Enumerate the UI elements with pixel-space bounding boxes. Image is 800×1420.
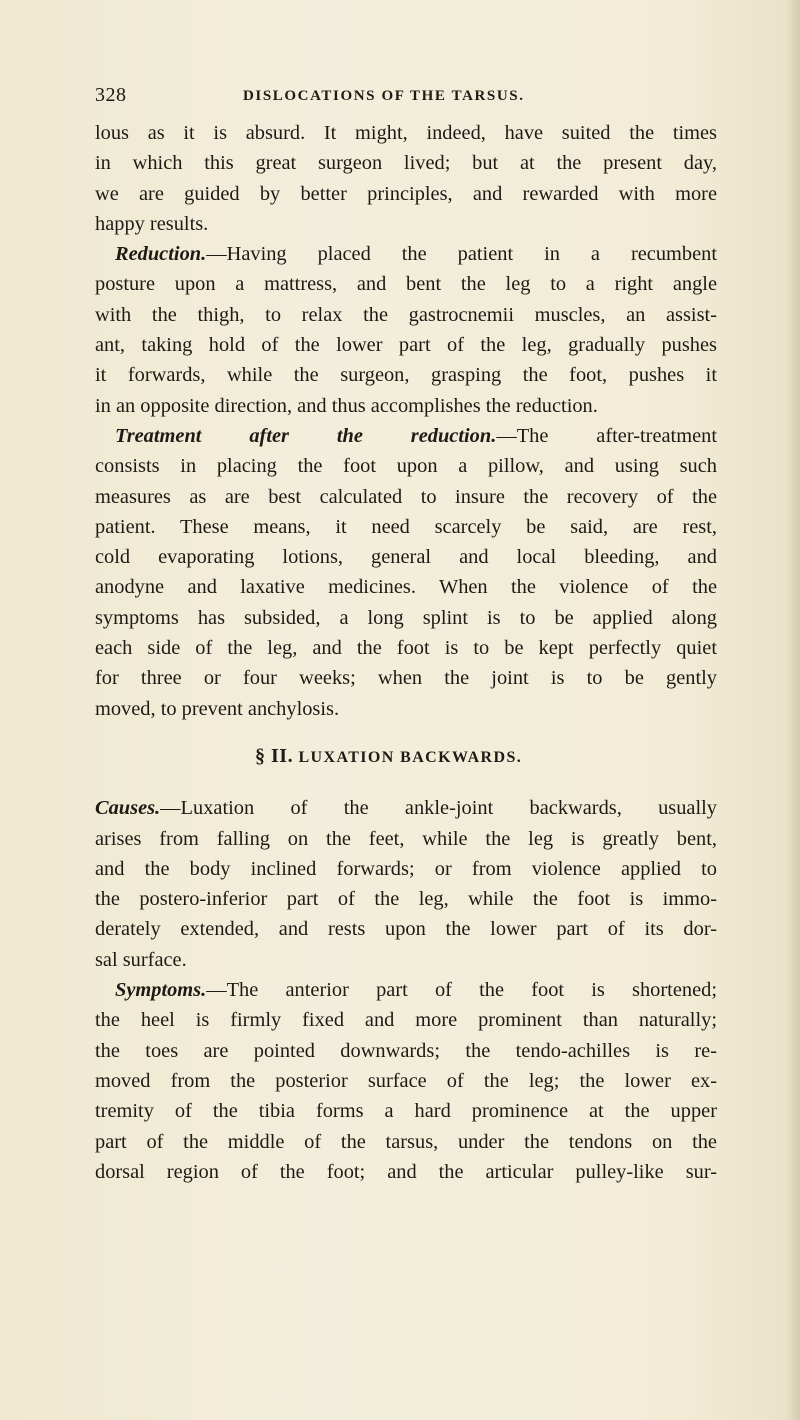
paragraph-reduction — [95, 239, 717, 421]
text-line: measures as are best calculated to insure the recovery of the — [95, 485, 717, 508]
text-line: we are guided by better principles, and rewarded with more — [95, 182, 717, 205]
text-line: tremity of the tibia forms a hard prominence at the upper — [95, 1100, 717, 1123]
text-line: the postero-inferior part of the leg, while the foot is immo- — [95, 888, 717, 911]
text-line: sal surface. — [95, 948, 187, 971]
paragraph-treatment — [95, 421, 717, 724]
paragraph-continuation — [95, 118, 717, 239]
text-line — [95, 421, 717, 451]
text-line: part of the middle of the tarsus, under the tendons on the — [95, 1130, 717, 1153]
text-line: the toes are pointed downwards; the tendo-achilles is re- — [95, 1039, 717, 1062]
page-header — [95, 84, 735, 112]
text-line: with the thigh, to relax the gastrocnemii muscles, an assist- — [95, 303, 717, 326]
text-line: for three or four weeks; when the joint is to be gently — [95, 667, 717, 690]
paragraph-title: Causes. — [95, 797, 161, 820]
text-line: each side of the leg, and the foot is to be kept perfectly quiet — [95, 637, 717, 660]
text-line: posture upon a mattress, and bent the leg to a right angle — [95, 273, 717, 296]
text-line: moved from the posterior surface of the leg; the lower ex- — [95, 1069, 717, 1092]
text-line — [95, 239, 717, 269]
paragraph-title: Symptoms. — [115, 979, 207, 1002]
page-number: 328 — [95, 84, 127, 106]
paragraph-symptoms — [95, 975, 717, 1187]
paragraph-title: Treatment after the reduction. — [115, 424, 497, 447]
text-line: consists in placing the foot upon a pillow, and using such — [95, 455, 717, 478]
text-line: in which this great surgeon lived; but at the present day, — [95, 152, 717, 175]
text-line: symptoms has subsided, a long splint is to be applied along — [95, 606, 717, 629]
text-run: —Having placed the patient in a recumbent — [206, 243, 717, 266]
section-number: § II. — [255, 744, 294, 767]
text-line: dorsal region of the foot; and the articular pulley-like sur- — [95, 1160, 717, 1183]
text-line: moved, to prevent anchylosis. — [95, 697, 340, 720]
text-run: —The after-treatment — [496, 424, 717, 447]
paragraph-causes — [95, 793, 717, 975]
text-line: happy results. — [95, 212, 209, 235]
section-heading — [95, 741, 717, 771]
paragraph-title: Reduction. — [115, 243, 207, 266]
text-line: ant, taking hold of the lower part of the leg, gradually pushes — [95, 334, 717, 357]
text-line: it forwards, while the surgeon, grasping the foot, pushes it — [95, 364, 717, 387]
running-head: DISLOCATIONS OF THE TARSUS. — [243, 88, 525, 104]
text-line: in an opposite direction, and thus accomplishes the reduction. — [95, 394, 598, 417]
text-run: —The anterior part of the foot is shortened; — [206, 979, 717, 1002]
text-run: —Luxation of the ankle-joint backwards, usually — [160, 797, 717, 820]
text-line: anodyne and laxative medicines. When the violence of the — [95, 576, 717, 599]
text-line: derately extended, and rests upon the lower part of its dor- — [95, 918, 717, 941]
text-line — [95, 975, 717, 1005]
text-line — [95, 793, 717, 823]
section-title: LUXATION BACKWARDS. — [298, 748, 523, 766]
text-line: the heel is firmly fixed and more prominent than naturally; — [95, 1009, 717, 1032]
text-line: cold evaporating lotions, general and local bleeding, and — [95, 546, 717, 569]
text-line: arises from falling on the feet, while the leg is greatly bent, — [95, 827, 717, 850]
text-line: and the body inclined forwards; or from violence applied to — [95, 857, 717, 880]
text-line: patient. These means, it need scarcely be said, are rest, — [95, 515, 717, 538]
page-edge-shadow — [786, 0, 800, 1420]
text-line: lous as it is absurd. It might, indeed, have suited the times — [95, 122, 717, 144]
body-text — [95, 118, 717, 1187]
